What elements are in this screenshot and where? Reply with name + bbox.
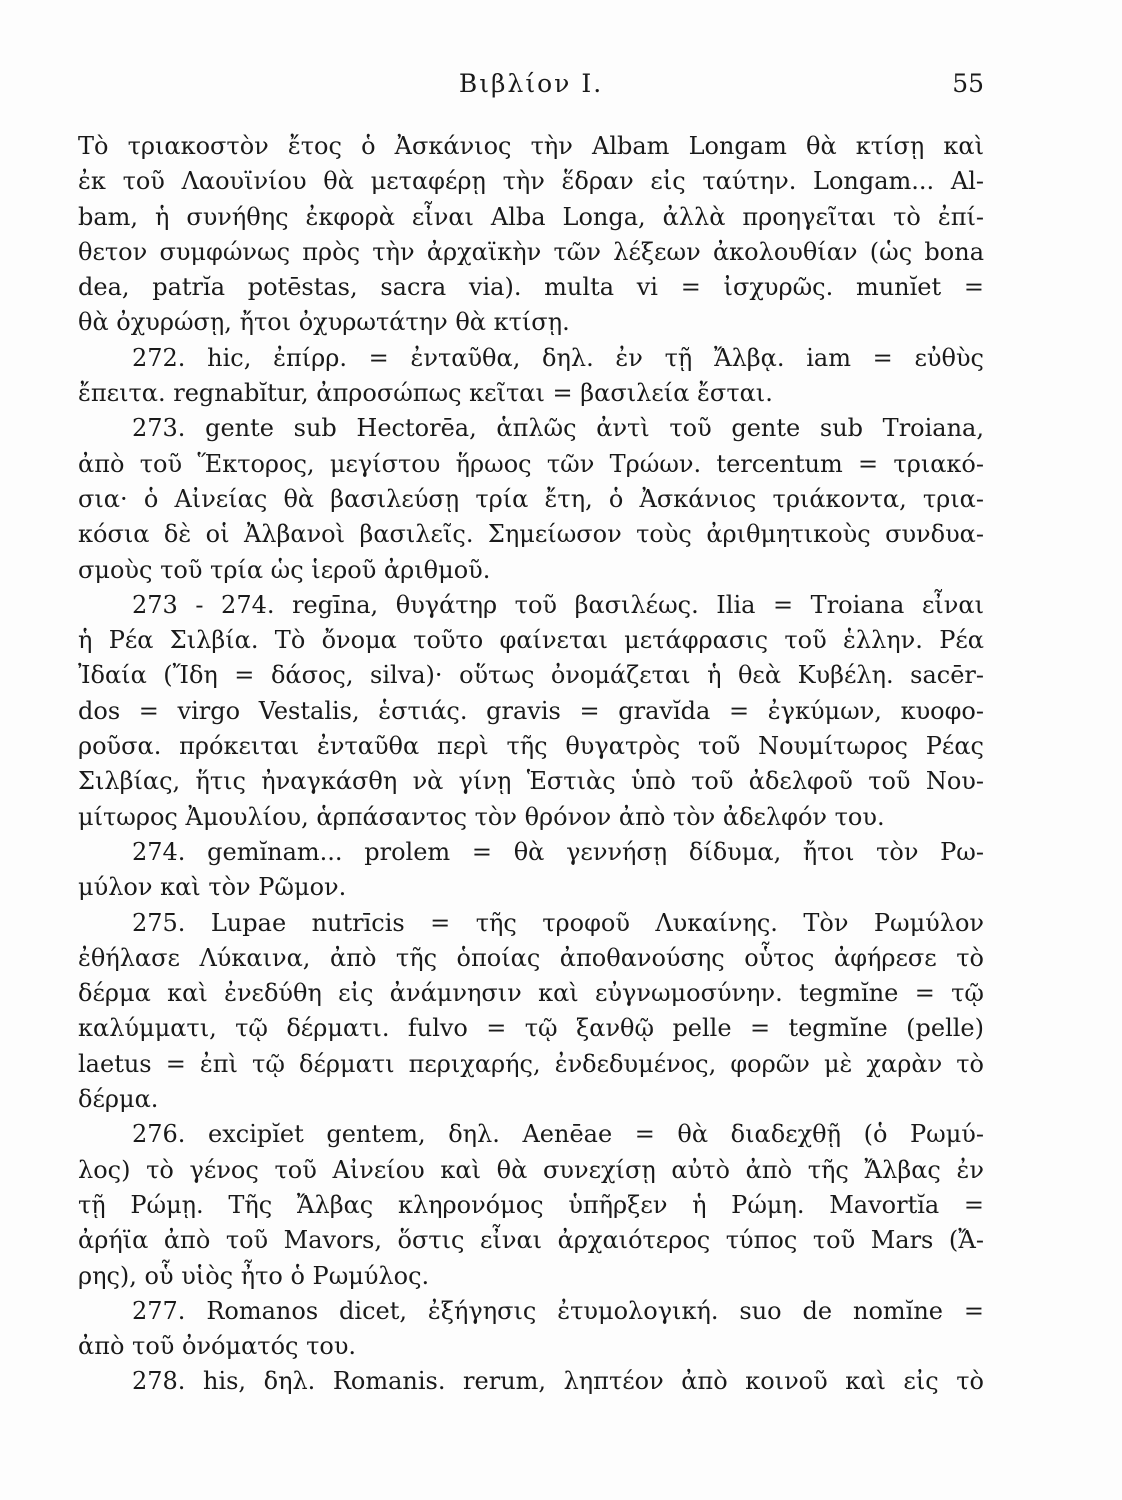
text-line: ἀπὸ τοῦ Ἕκτορος, μεγίστου ἥρωος τῶν Τρώων. tercentum = τριακό- (78, 449, 984, 478)
text-line: 276. excipĭet gentem, δηλ. Aenēae = θὰ διαδεχθῇ (ὁ Ρωμύ- (132, 1120, 984, 1149)
text-line: θετον συμφώνως πρὸς τὴν ἀρχαϊκὴν τῶν λέξεων ἀκολουθίαν (ὡς bona (78, 237, 984, 266)
text-line: ἡ Ρέα Σιλβία. Τὸ ὄνομα τοῦτο φαίνεται μετάφρασις τοῦ ἑλλην. Ρέα (78, 626, 984, 655)
text-line: δέρμα. (78, 1085, 159, 1114)
text-line: 273 - 274. regīna, θυγάτηρ τοῦ βασιλέως. Ilia = Troiana εἶναι (132, 590, 984, 619)
text-line: ρης), οὗ υἱὸς ἦτο ὁ Ρωμύλος. (78, 1261, 430, 1290)
page-number: 55 (952, 69, 984, 98)
text-line: 272. hic, ἐπίρρ. = ἐνταῦθα, δηλ. ἐν τῇ Ἄλβᾳ. iam = εὐθὺς (132, 343, 984, 372)
commentary-text (78, 129, 984, 1400)
text-line: Σιλβίας, ἥτις ἠναγκάσθη νὰ γίνῃ Ἑστιὰς ὑπὸ τοῦ ἀδελφοῦ τοῦ Νου- (78, 767, 984, 796)
running-header (78, 66, 984, 102)
text-line: ροῦσα. πρόκειται ἐνταῦθα περὶ τῆς θυγατρὸς τοῦ Νουμίτωρος Ρέας (78, 732, 984, 761)
text-line: 277. Romanos dicet, ἐξήγησις ἐτυμολογική. suo de nomĭne = (132, 1296, 984, 1325)
running-title: Βιβλίον Ι. (458, 69, 604, 98)
text-line: λος) τὸ γένος τοῦ Αἰνείου καὶ θὰ συνεχίσῃ αὐτὸ ἀπὸ τῆς Ἄλβας ἐν (78, 1155, 984, 1184)
text-line: bam, ἡ συνήθης ἐκφορὰ εἶναι Alba Longa, ἀλλὰ προηγεῖται τὸ ἐπί- (78, 202, 984, 231)
text-line: ἀπὸ τοῦ ὀνόματός του. (78, 1332, 357, 1361)
text-line: 278. his, δηλ. Romanis. rerum, ληπτέον ἀπὸ κοινοῦ καὶ εἰς τὸ (132, 1367, 984, 1396)
text-line: dea, patrĭa potēstas, sacra via). multa vi = ἰσχυρῶς. munĭet = (78, 273, 984, 302)
text-line: σμοὺς τοῦ τρία ὡς ἱεροῦ ἀριθμοῦ. (78, 555, 491, 584)
text-line: ἐκ τοῦ Λαουϊνίου θὰ μεταφέρῃ τὴν ἕδραν εἰς ταύτην. Longam... Al- (78, 167, 984, 196)
text-line: ἔπειτα. regnabĭtur, ἀπροσώπως κεῖται = βασιλεία ἔσται. (78, 379, 773, 408)
text-line: ἀρήϊα ἀπὸ τοῦ Mavors, ὅστις εἶναι ἀρχαιότερος τύπος τοῦ Mars (Ἄ- (78, 1226, 984, 1255)
text-line: ἐθήλασε Λύκαινα, ἀπὸ τῆς ὁποίας ἀποθανούσης οὗτος ἀφήρεσε τὸ (78, 943, 984, 972)
text-line: Τὸ τριακοστὸν ἔτος ὁ Ἀσκάνιος τὴν Albam Longam θὰ κτίσῃ καὶ (78, 132, 984, 160)
text-line: τῇ Ρώμῃ. Τῆς Ἄλβας κληρονόμος ὑπῆρξεν ἡ Ρώμη. Mavortĭa = (78, 1190, 984, 1219)
text-line: 273. gente sub Hectorēa, ἁπλῶς ἀντὶ τοῦ gente sub Troiana, (132, 414, 984, 443)
text-line: Ἰδαία (Ἴδη = δάσος, silva)· οὕτως ὀνομάζεται ἡ θεὰ Κυβέλη. sacēr- (78, 661, 984, 690)
text-line: laetus = ἐπὶ τῷ δέρματι περιχαρής, ἐνδεδυμένος, φορῶν μὲ χαρὰν τὸ (78, 1049, 984, 1078)
text-line: σια· ὁ Αἰνείας θὰ βασιλεύσῃ τρία ἔτη, ὁ Ἀσκάνιος τριάκοντα, τρια- (78, 484, 984, 513)
text-line: 275. Lupae nutrīcis = τῆς τροφοῦ Λυκαίνης. Τὸν Ρωμύλον (132, 908, 984, 937)
text-line: κόσια δὲ οἱ Ἀλβανοὶ βασιλεῖς. Σημείωσον τοὺς ἀριθμητικοὺς συνδυα- (78, 520, 984, 549)
text-line: μύλον καὶ τὸν Ρῶμον. (78, 873, 347, 902)
text-line: καλύμματι, τῷ δέρματι. fulvo = τῷ ξανθῷ pelle = tegmĭne (pelle) (78, 1014, 984, 1043)
text-line: δέρμα καὶ ἐνεδύθη εἰς ἀνάμνησιν καὶ εὐγνωμοσύνην. tegmĭne = τῷ (78, 979, 984, 1008)
text-line: θὰ ὀχυρώσῃ, ἤτοι ὀχυρωτάτην θὰ κτίσῃ. (78, 308, 570, 337)
text-line: dos = virgo Vestalis, ἑστιάς. gravis = gravĭda = ἐγκύμων, κυοφο- (78, 696, 984, 725)
text-line: 274. gemĭnam... prolem = θὰ γεννήσῃ δίδυμα, ἤτοι τὸν Ρω- (132, 837, 984, 866)
text-line: μίτωρος Ἀμουλίου, ἁρπάσαντος τὸν θρόνον ἀπὸ τὸν ἀδελφόν του. (78, 802, 885, 831)
